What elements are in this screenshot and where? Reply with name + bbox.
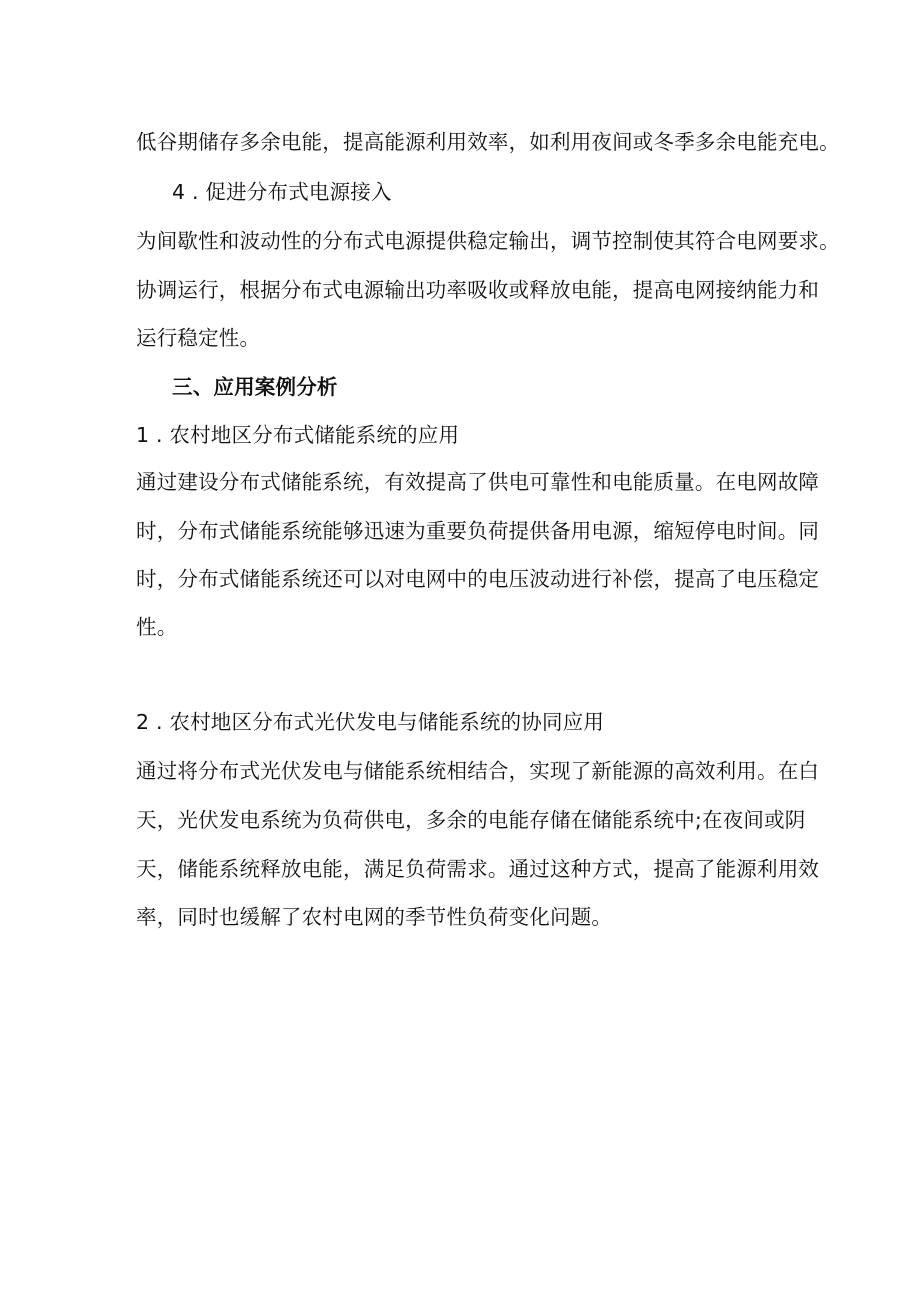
paragraph-line: 天，光伏发电系统为负荷供电，多余的电能存储在储能系统中;在夜间或阴 bbox=[136, 808, 806, 832]
case-1-title: 1 . 农村地区分布式储能系统的应用 bbox=[136, 423, 460, 447]
paragraph-line: 性。 bbox=[136, 615, 178, 639]
paragraph-line: 时，分布式储能系统能够迅速为重要负荷提供备用电源，缩短停电时间。同 bbox=[136, 519, 820, 543]
paragraph-line: 通过将分布式光伏发电与储能系统相结合，实现了新能源的高效利用。在白 bbox=[136, 759, 820, 783]
paragraph-line: 为间歇性和波动性的分布式电源提供稳定输出，调节控制使其符合电网要求。 bbox=[136, 229, 840, 253]
section-heading: 三、应用案例分析 bbox=[172, 375, 338, 399]
paragraph-line: 时，分布式储能系统还可以对电网中的电压波动进行补偿，提高了电压稳定 bbox=[136, 567, 820, 591]
paragraph-line: 低谷期储存多余电能，提高能源利用效率，如利用夜间或冬季多余电能充电。 bbox=[136, 130, 840, 154]
paragraph-line: 天，储能系统释放电能，满足负荷需求。通过这种方式，提高了能源利用效 bbox=[136, 857, 820, 881]
item-4-title: 4 . 促进分布式电源接入 bbox=[172, 180, 392, 204]
paragraph-line: 通过建设分布式储能系统，有效提高了供电可靠性和电能质量。在电网故障 bbox=[136, 470, 820, 494]
paragraph-line: 运行稳定性。 bbox=[136, 326, 261, 350]
paragraph-line: 率，同时也缓解了农村电网的季节性负荷变化问题。 bbox=[136, 905, 613, 929]
paragraph-line: 协调运行，根据分布式电源输出功率吸收或释放电能，提高电网接纳能力和 bbox=[136, 278, 820, 302]
case-2-title: 2 . 农村地区分布式光伏发电与储能系统的协同应用 bbox=[136, 710, 605, 734]
